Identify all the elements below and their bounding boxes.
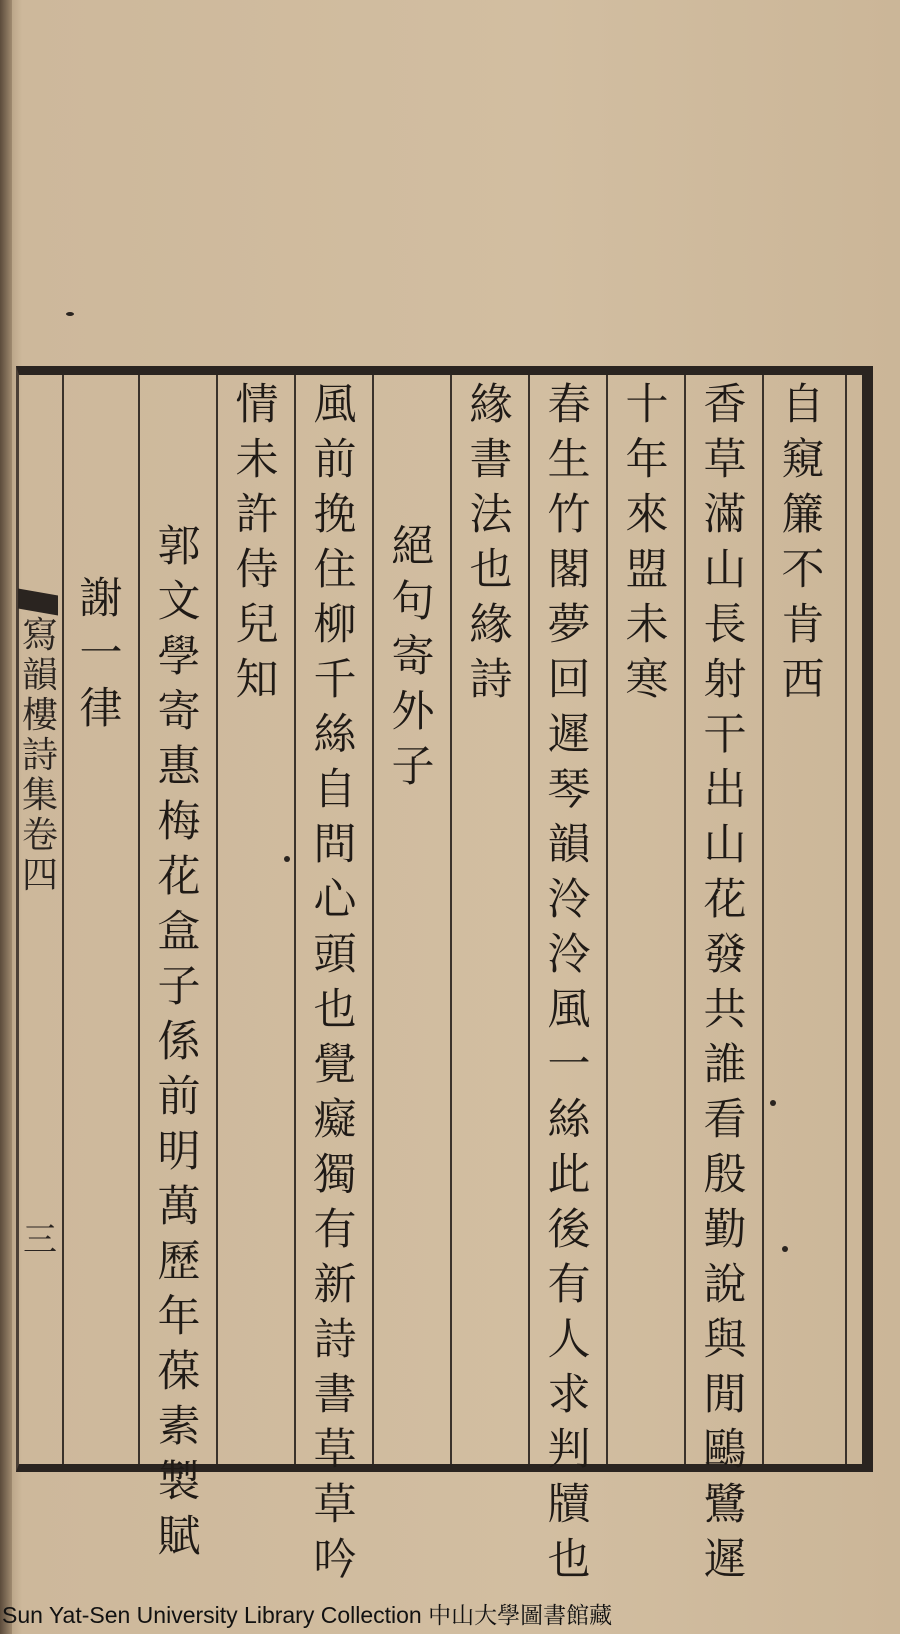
glyph: 絲 xyxy=(313,710,357,760)
glyph: 係 xyxy=(157,1017,201,1067)
glyph: 癡 xyxy=(313,1095,357,1145)
glyph: 一 xyxy=(79,629,123,679)
glyph: 不 xyxy=(781,545,825,595)
glyph: 吟 xyxy=(313,1535,357,1585)
column-rule xyxy=(762,375,764,1464)
glyph: 閒 xyxy=(703,1370,747,1420)
glyph: 閣 xyxy=(547,545,591,595)
glyph: 牘 xyxy=(547,1480,591,1530)
spine-shadow xyxy=(0,0,12,1634)
glyph: 卷 xyxy=(21,815,58,856)
column-rule xyxy=(684,375,686,1464)
text-column-1 xyxy=(770,378,836,708)
glyph: 說 xyxy=(703,1260,747,1310)
text-column-2 xyxy=(692,378,758,1588)
glyph: 未 xyxy=(625,600,669,650)
glyph: 詩 xyxy=(313,1315,357,1365)
glyph: 賦 xyxy=(157,1512,201,1562)
page-number: 三 xyxy=(23,1220,57,1260)
column-rule xyxy=(528,375,530,1464)
glyph: 回 xyxy=(547,655,591,705)
glyph: 共 xyxy=(703,985,747,1035)
glyph: 自 xyxy=(313,765,357,815)
column-rule xyxy=(450,375,452,1464)
glyph: 四 xyxy=(21,855,58,896)
glyph: 泠 xyxy=(547,930,591,980)
glyph: 此 xyxy=(547,1150,591,1200)
glyph: 書 xyxy=(469,435,513,485)
glyph: 寄 xyxy=(157,687,201,737)
glyph: 兒 xyxy=(235,600,279,650)
glyph: 學 xyxy=(157,632,201,682)
glyph: 鷗 xyxy=(703,1425,747,1475)
glyph: 與 xyxy=(703,1315,747,1365)
glyph: 心 xyxy=(313,875,357,925)
glyph: 惠 xyxy=(157,742,201,792)
glyph: 未 xyxy=(235,435,279,485)
glyph: 殷 xyxy=(703,1150,747,1200)
glyph: 寫 xyxy=(21,615,58,656)
glyph: 韻 xyxy=(21,655,58,696)
glyph: 許 xyxy=(235,490,279,540)
glyph: 年 xyxy=(157,1292,201,1342)
poem-title-long xyxy=(146,520,212,1565)
glyph: 緣 xyxy=(469,600,513,650)
glyph: 出 xyxy=(703,765,747,815)
glyph: 子 xyxy=(391,742,435,792)
glyph: 誰 xyxy=(703,1040,747,1090)
glyph: 葆 xyxy=(157,1347,201,1397)
glyph: 律 xyxy=(79,684,123,734)
glyph: 求 xyxy=(547,1370,591,1420)
glyph: 後 xyxy=(547,1205,591,1255)
glyph: 生 xyxy=(547,435,591,485)
glyph: 人 xyxy=(547,1315,591,1365)
glyph: 也 xyxy=(547,1535,591,1585)
glyph: 覺 xyxy=(313,1040,357,1090)
glyph: 集 xyxy=(21,775,58,816)
glyph: 侍 xyxy=(235,545,279,595)
glyph: 問 xyxy=(313,820,357,870)
glyph: 詩 xyxy=(469,655,513,705)
glyph: 遲 xyxy=(703,1535,747,1585)
glyph: 也 xyxy=(469,545,513,595)
glyph: 看 xyxy=(703,1095,747,1145)
glyph: 發 xyxy=(703,930,747,980)
text-column-7 xyxy=(302,378,368,1588)
glyph: 草 xyxy=(313,1425,357,1475)
glyph: 書 xyxy=(313,1370,357,1420)
glyph: 謝 xyxy=(79,574,123,624)
glyph: 遲 xyxy=(547,710,591,760)
glyph: 風 xyxy=(547,985,591,1035)
book-title-margin xyxy=(16,616,64,896)
column-rule xyxy=(138,375,140,1464)
glyph: 年 xyxy=(625,435,669,485)
glyph: 獨 xyxy=(313,1150,357,1200)
glyph: 草 xyxy=(313,1480,357,1530)
glyph: 勤 xyxy=(703,1205,747,1255)
poem-title-end xyxy=(68,572,134,737)
glyph: 住 xyxy=(313,545,357,595)
glyph: 窺 xyxy=(781,435,825,485)
glyph: 寄 xyxy=(391,632,435,682)
glyph: 西 xyxy=(781,655,825,705)
column-rule xyxy=(372,375,374,1464)
glyph: 詩 xyxy=(21,735,58,776)
glyph: 韻 xyxy=(547,820,591,870)
punctuation-dot xyxy=(284,856,290,862)
glyph: 寒 xyxy=(625,655,669,705)
glyph: 十 xyxy=(625,380,669,430)
text-column-4 xyxy=(536,378,602,1588)
glyph: 山 xyxy=(703,545,747,595)
glyph: 竹 xyxy=(547,490,591,540)
glyph: 盒 xyxy=(157,907,201,957)
glyph: 簾 xyxy=(781,490,825,540)
glyph: 郭 xyxy=(157,522,201,572)
glyph: 香 xyxy=(703,380,747,430)
glyph: 新 xyxy=(313,1260,357,1310)
glyph: 干 xyxy=(703,710,747,760)
glyph: 夢 xyxy=(547,600,591,650)
glyph: 子 xyxy=(157,962,201,1012)
glyph: 判 xyxy=(547,1425,591,1475)
punctuation-dot xyxy=(770,1100,776,1106)
glyph: 緣 xyxy=(469,380,513,430)
glyph: 句 xyxy=(391,577,435,627)
glyph: 情 xyxy=(235,380,279,430)
glyph: 絲 xyxy=(547,1095,591,1145)
punctuation-dot xyxy=(66,312,74,316)
glyph: 射 xyxy=(703,655,747,705)
column-rule xyxy=(845,375,847,1464)
glyph: 有 xyxy=(547,1260,591,1310)
glyph: 萬 xyxy=(157,1182,201,1232)
glyph: 春 xyxy=(547,380,591,430)
glyph: 千 xyxy=(313,655,357,705)
poem-title xyxy=(380,520,446,795)
glyph: 外 xyxy=(391,687,435,737)
glyph: 一 xyxy=(547,1040,591,1090)
column-rule xyxy=(606,375,608,1464)
collection-watermark: Sun Yat-Sen University Library Collection 中山大學圖書館藏 xyxy=(2,1602,613,1628)
glyph: 長 xyxy=(703,600,747,650)
glyph: 肯 xyxy=(781,600,825,650)
column-rule xyxy=(294,375,296,1464)
glyph: 明 xyxy=(157,1127,201,1177)
punctuation-dot xyxy=(782,1246,788,1252)
glyph: 盟 xyxy=(625,545,669,595)
glyph: 歷 xyxy=(157,1237,201,1287)
text-column-3 xyxy=(614,378,680,708)
text-column-8 xyxy=(224,378,290,708)
glyph: 梅 xyxy=(157,797,201,847)
glyph: 樓 xyxy=(21,695,58,736)
glyph: 前 xyxy=(313,435,357,485)
glyph: 泠 xyxy=(547,875,591,925)
column-rule xyxy=(216,375,218,1464)
glyph: 琴 xyxy=(547,765,591,815)
glyph: 花 xyxy=(703,875,747,925)
glyph: 花 xyxy=(157,852,201,902)
glyph: 風 xyxy=(313,380,357,430)
glyph: 草 xyxy=(703,435,747,485)
glyph: 鷺 xyxy=(703,1480,747,1530)
glyph: 挽 xyxy=(313,490,357,540)
glyph: 製 xyxy=(157,1457,201,1507)
glyph: 文 xyxy=(157,577,201,627)
glyph: 來 xyxy=(625,490,669,540)
glyph: 前 xyxy=(157,1072,201,1122)
glyph: 山 xyxy=(703,820,747,870)
glyph: 柳 xyxy=(313,600,357,650)
text-column-5 xyxy=(458,378,524,708)
column-rule xyxy=(62,375,64,1464)
glyph: 自 xyxy=(781,380,825,430)
glyph: 素 xyxy=(157,1402,201,1452)
glyph: 頭 xyxy=(313,930,357,980)
glyph: 滿 xyxy=(703,490,747,540)
glyph: 有 xyxy=(313,1205,357,1255)
glyph: 法 xyxy=(469,490,513,540)
glyph: 絕 xyxy=(391,522,435,572)
glyph: 知 xyxy=(235,655,279,705)
glyph: 也 xyxy=(313,985,357,1035)
